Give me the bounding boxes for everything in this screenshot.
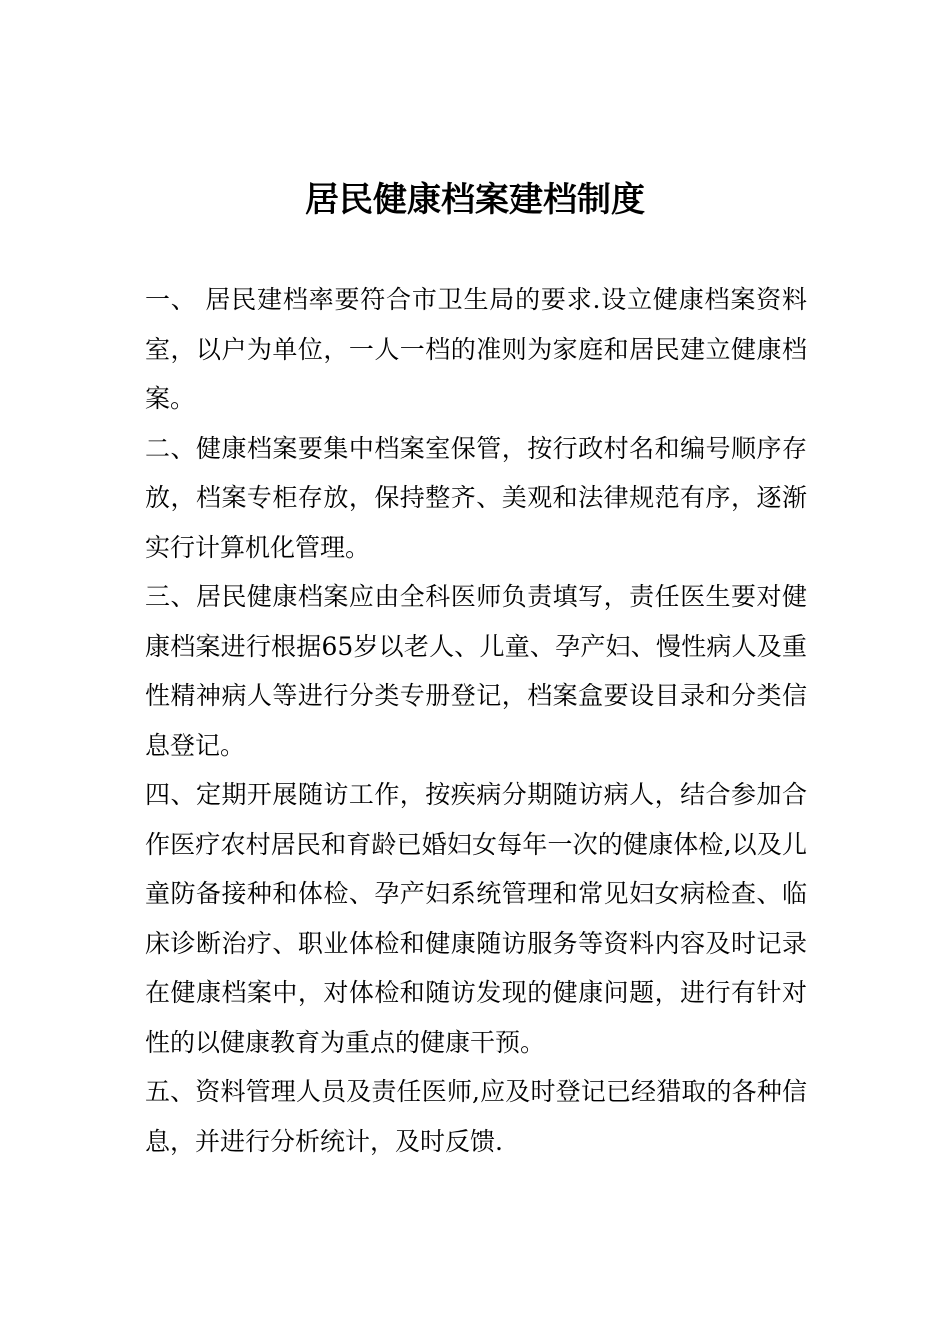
paragraph-1: 一、 居民建档率要符合市卫生局的要求.设立健康档案资料室，以户为单位，一人一档的准则为家庭和居民建立健康档案。 [145, 285, 807, 413]
paragraph-2: 二、健康档案要集中档案室保管，按行政村名和编号顺序存放，档案专柜存放，保持整齐、美观和法律规范有序，逐渐实行计算机化管理。 [145, 433, 807, 562]
document-body [145, 275, 807, 1166]
paragraph-5: 五、资料管理人员及责任医师,应及时登记已经猎取的各种信息，并进行分析统计，及时反馈. [145, 1077, 807, 1156]
paragraph-4: 四、定期开展随访工作，按疾病分期随访病人，结合参加合作医疗农村居民和育龄已婚妇女每年一次的健康体检,以及儿童防备接种和体检、孕产妇系统管理和常见妇女病检查、临床诊断治疗、职业体检和健康随访服务等资料内容及时记录在健康档案中，对体检和随访发现的健康问题，进行有针对性的以健康教育为重点的健康干预。 [145, 780, 807, 1057]
document-title: 居民健康档案建档制度 [305, 180, 645, 220]
paragraph-3: 三、居民健康档案应由全科医师负责填写，责任医生要对健康档案进行根据65岁以老人、儿童、孕产妇、慢性病人及重性精神病人等进行分类专册登记，档案盒要设目录和分类信息登记。 [145, 582, 807, 760]
